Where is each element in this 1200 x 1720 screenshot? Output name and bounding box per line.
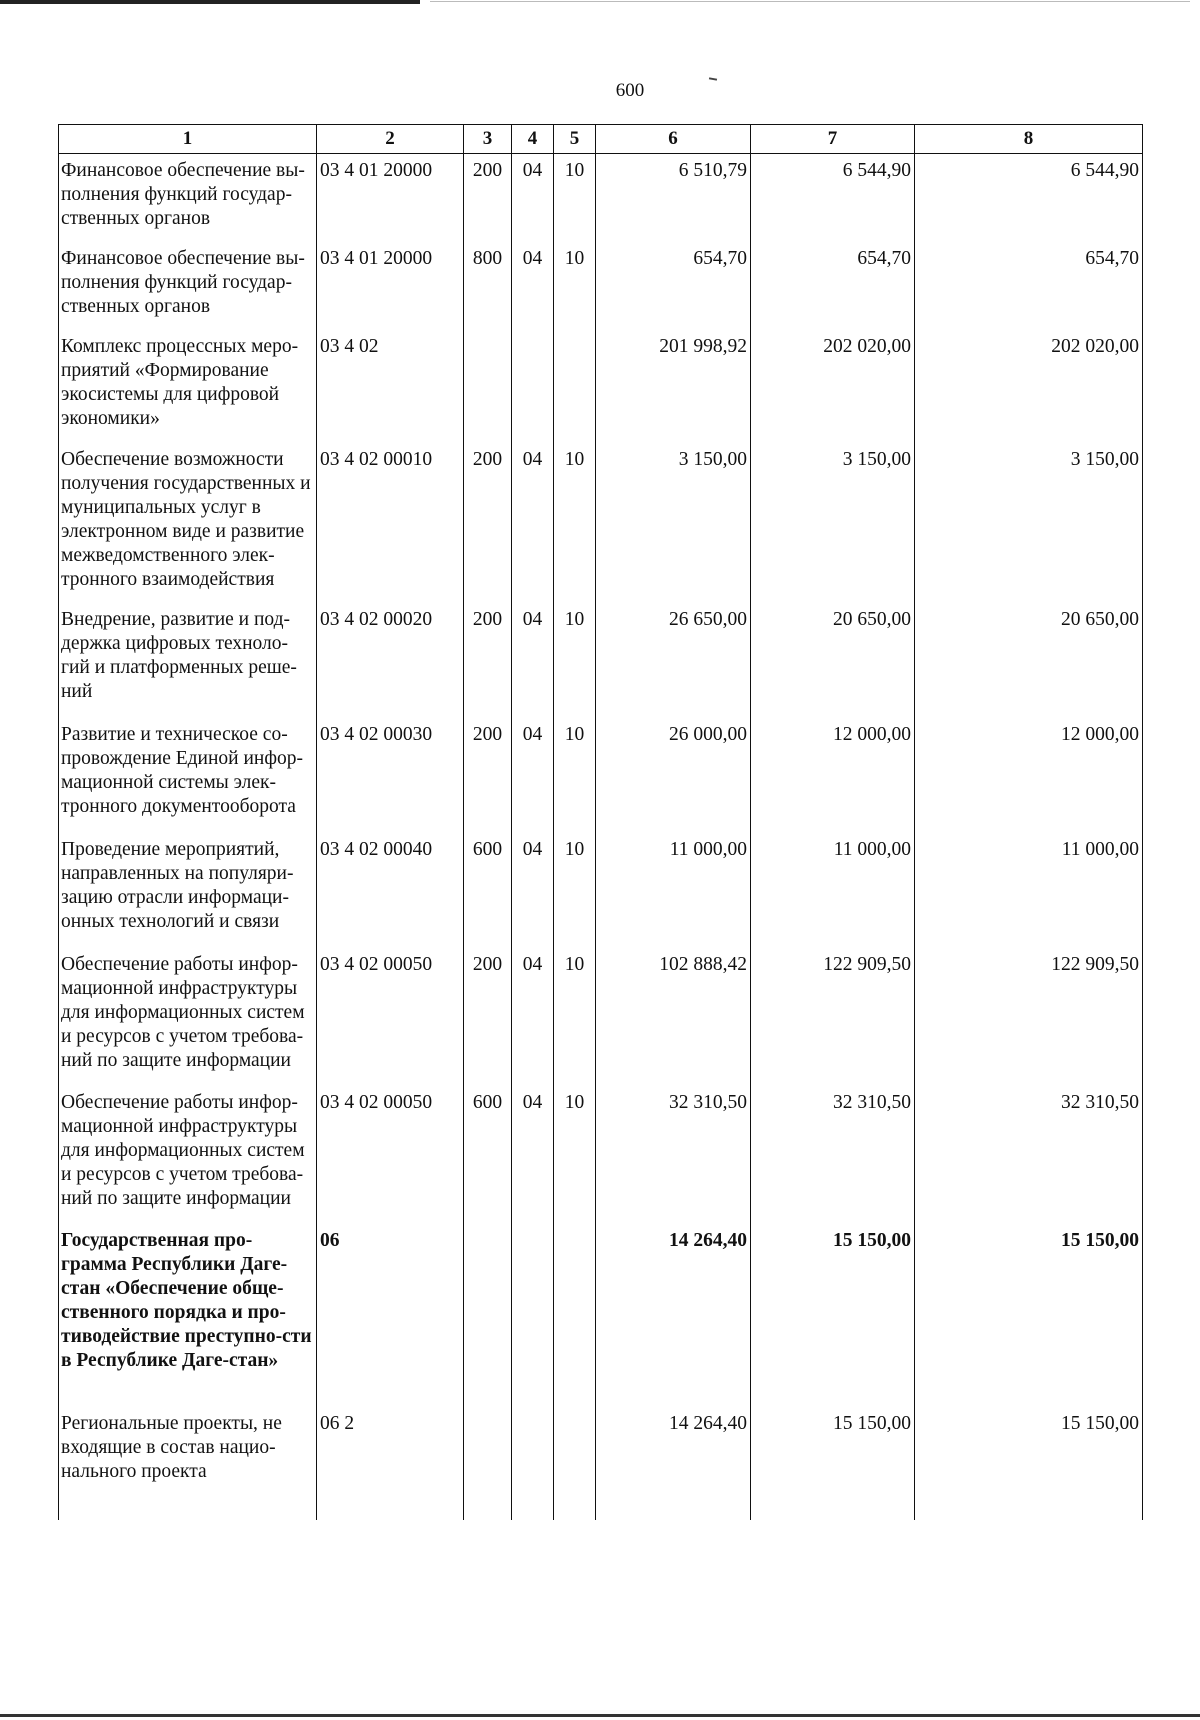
row-col-4: 04 [512, 833, 554, 948]
row-value-8: 11 000,00 [915, 833, 1143, 948]
row-col-5 [554, 1407, 596, 1520]
row-value-7: 15 150,00 [751, 1224, 915, 1407]
row-col-3: 200 [464, 443, 512, 603]
table-row [59, 833, 1143, 948]
row-value-6: 11 000,00 [596, 833, 751, 948]
row-col-4 [512, 1224, 554, 1407]
row-value-6: 3 150,00 [596, 443, 751, 603]
row-col-5: 10 [554, 833, 596, 948]
row-col-3: 200 [464, 718, 512, 833]
row-value-6: 26 650,00 [596, 603, 751, 718]
row-value-8: 122 909,50 [915, 948, 1143, 1086]
table-row [59, 948, 1143, 1086]
stray-mark [709, 77, 717, 80]
row-value-6: 654,70 [596, 242, 751, 330]
row-col-4: 04 [512, 154, 554, 243]
row-code: 03 4 01 20000 [317, 242, 464, 330]
row-col-5: 10 [554, 948, 596, 1086]
table-row [59, 443, 1143, 603]
row-name: Обеспечение работы инфор-мационной инфраструктуры для информационных систем и ресурсов с учетом требова-ний по защите информации [59, 1086, 317, 1224]
row-value-8: 6 544,90 [915, 154, 1143, 243]
row-value-7: 32 310,50 [751, 1086, 915, 1224]
table-row [59, 1407, 1143, 1520]
row-col-3: 200 [464, 948, 512, 1086]
row-col-5: 10 [554, 718, 596, 833]
row-code: 06 [317, 1224, 464, 1407]
row-col-4: 04 [512, 718, 554, 833]
row-col-4 [512, 330, 554, 443]
row-code: 03 4 02 00050 [317, 1086, 464, 1224]
row-value-7: 3 150,00 [751, 443, 915, 603]
row-col-4: 04 [512, 443, 554, 603]
table-row [59, 718, 1143, 833]
row-code: 03 4 01 20000 [317, 154, 464, 243]
row-value-6: 102 888,42 [596, 948, 751, 1086]
row-name: Финансовое обеспечение вы-полнения функций государ-ственных органов [59, 154, 317, 243]
row-code: 03 4 02 [317, 330, 464, 443]
row-col-3: 800 [464, 242, 512, 330]
row-code: 03 4 02 00020 [317, 603, 464, 718]
row-code: 03 4 02 00030 [317, 718, 464, 833]
row-col-4 [512, 1407, 554, 1520]
table-row [59, 1086, 1143, 1224]
budget-table [58, 124, 1143, 1520]
row-value-6: 14 264,40 [596, 1224, 751, 1407]
row-name: Комплекс процессных меро-приятий «Формирование экосистемы для цифровой экономики» [59, 330, 317, 443]
row-name: Обеспечение работы инфор-мационной инфраструктуры для информационных систем и ресурсов с учетом требова-ний по защите информации [59, 948, 317, 1086]
col-header-5: 5 [554, 125, 596, 154]
row-value-7: 12 000,00 [751, 718, 915, 833]
row-value-7: 11 000,00 [751, 833, 915, 948]
row-col-3: 200 [464, 603, 512, 718]
row-value-6: 201 998,92 [596, 330, 751, 443]
row-value-8: 12 000,00 [915, 718, 1143, 833]
row-name: Финансовое обеспечение вы-полнения функций государ-ственных органов [59, 242, 317, 330]
scan-edge-bottom [0, 1714, 1200, 1717]
row-col-4: 04 [512, 1086, 554, 1224]
row-col-3 [464, 330, 512, 443]
row-value-7: 202 020,00 [751, 330, 915, 443]
table-row [59, 242, 1143, 330]
row-name: Развитие и техническое со-провождение Единой инфор-мационной системы элек-тронного документооборота [59, 718, 317, 833]
header-row [59, 125, 1143, 154]
row-value-8: 654,70 [915, 242, 1143, 330]
row-value-7: 6 544,90 [751, 154, 915, 243]
col-header-2: 2 [317, 125, 464, 154]
row-col-5: 10 [554, 1086, 596, 1224]
col-header-4: 4 [512, 125, 554, 154]
row-value-7: 654,70 [751, 242, 915, 330]
row-col-3 [464, 1224, 512, 1407]
col-header-8: 8 [915, 125, 1143, 154]
table-row [59, 154, 1143, 243]
row-value-7: 15 150,00 [751, 1407, 915, 1520]
row-value-7: 122 909,50 [751, 948, 915, 1086]
row-code: 03 4 02 00040 [317, 833, 464, 948]
row-code: 03 4 02 00050 [317, 948, 464, 1086]
row-value-6: 26 000,00 [596, 718, 751, 833]
row-value-8: 20 650,00 [915, 603, 1143, 718]
row-name: Внедрение, развитие и под-держка цифровых техноло-гий и платформенных реше-ний [59, 603, 317, 718]
row-value-8: 15 150,00 [915, 1224, 1143, 1407]
row-value-8: 32 310,50 [915, 1086, 1143, 1224]
table-row [59, 1224, 1143, 1407]
row-col-4: 04 [512, 948, 554, 1086]
row-col-5: 10 [554, 154, 596, 243]
scan-edge-top [0, 0, 420, 4]
row-col-3 [464, 1407, 512, 1520]
row-name: Государственная про-грамма Республики Даге-стан «Обеспечение обще-ственного порядка и про-тиводействие преступно-сти в Республике Даге-стан» [59, 1224, 317, 1407]
col-header-6: 6 [596, 125, 751, 154]
row-value-8: 202 020,00 [915, 330, 1143, 443]
table-row [59, 603, 1143, 718]
row-col-5: 10 [554, 603, 596, 718]
row-value-6: 14 264,40 [596, 1407, 751, 1520]
row-col-4: 04 [512, 603, 554, 718]
row-name: Региональные проекты, не входящие в состав нацио-нального проекта [59, 1407, 317, 1520]
row-name: Обеспечение возможности получения государственных и муниципальных услуг в электронном виде и развитие межведомственного элек-тронного взаимодействия [59, 443, 317, 603]
row-col-5: 10 [554, 443, 596, 603]
row-code: 03 4 02 00010 [317, 443, 464, 603]
col-header-3: 3 [464, 125, 512, 154]
row-code: 06 2 [317, 1407, 464, 1520]
page-number: 600 [615, 80, 645, 101]
col-header-7: 7 [751, 125, 915, 154]
row-col-3: 600 [464, 1086, 512, 1224]
row-value-8: 3 150,00 [915, 443, 1143, 603]
row-name: Проведение мероприятий, направленных на популяри-зацию отрасли информаци-онных технологий и связи [59, 833, 317, 948]
row-value-6: 32 310,50 [596, 1086, 751, 1224]
row-col-3: 600 [464, 833, 512, 948]
col-header-1: 1 [59, 125, 317, 154]
row-value-7: 20 650,00 [751, 603, 915, 718]
table-row [59, 330, 1143, 443]
row-col-3: 200 [464, 154, 512, 243]
row-col-5 [554, 1224, 596, 1407]
row-col-5: 10 [554, 242, 596, 330]
row-value-6: 6 510,79 [596, 154, 751, 243]
row-value-8: 15 150,00 [915, 1407, 1143, 1520]
row-col-4: 04 [512, 242, 554, 330]
row-col-5 [554, 330, 596, 443]
scan-edge-top-thin [430, 1, 1190, 2]
